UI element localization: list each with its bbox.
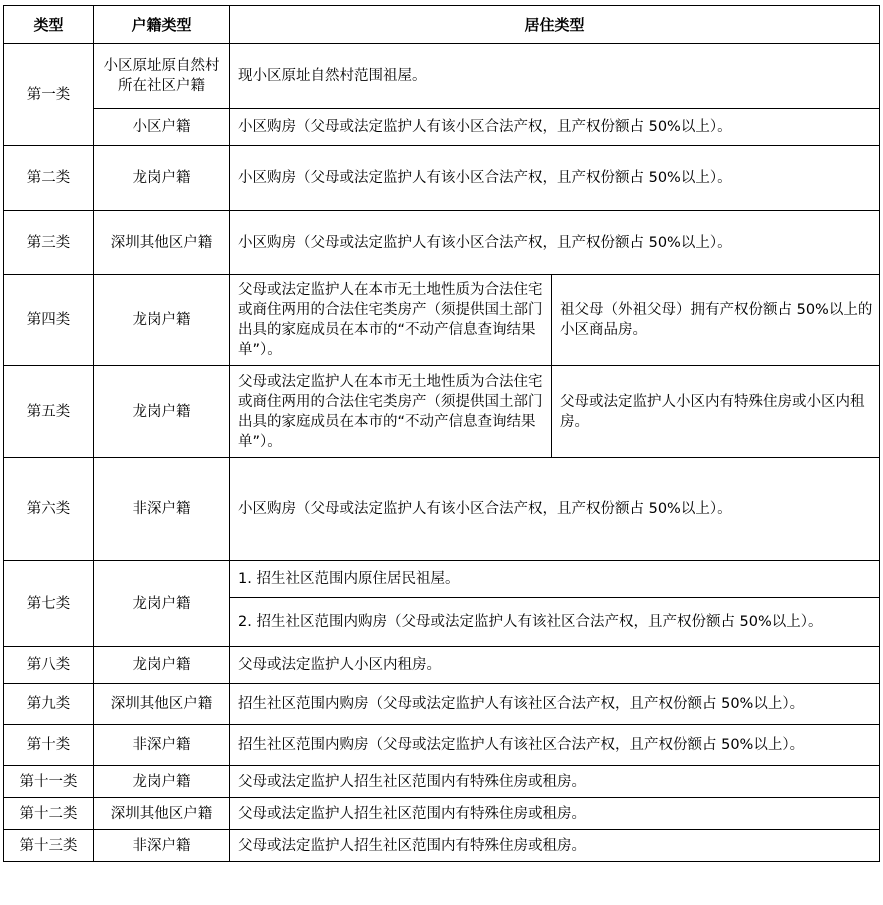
residence-type: 招生社区范围内购房（父母或法定监护人有该社区合法产权，且产权份额占 50%以上）。	[230, 725, 880, 766]
residence-type-left: 父母或法定监护人在本市无土地性质为合法住宅或商住两用的合法住宅类房产（须提供国土部门出具的家庭成员在本市的“不动产信息查询结果单”）。	[230, 275, 552, 366]
hukou-type: 非深户籍	[94, 725, 230, 766]
hukou-type: 深圳其他区户籍	[94, 211, 230, 275]
table-row	[4, 146, 880, 211]
hukou-type: 龙岗户籍	[94, 146, 230, 211]
category-type: 第六类	[4, 458, 94, 561]
residence-type-right: 父母或法定监护人小区内有特殊住房或小区内租房。	[552, 366, 880, 458]
residence-type: 1. 招生社区范围内原住居民祖屋。	[230, 561, 880, 598]
residence-type: 2. 招生社区范围内购房（父母或法定监护人有该社区合法产权，且产权份额占 50%以上）。	[230, 598, 880, 647]
residence-type: 招生社区范围内购房（父母或法定监护人有该社区合法产权，且产权份额占 50%以上）。	[230, 684, 880, 725]
category-type: 第五类	[4, 366, 94, 458]
table-row	[4, 725, 880, 766]
table-header-row	[4, 6, 880, 44]
category-type: 第十二类	[4, 798, 94, 830]
hukou-type: 龙岗户籍	[94, 647, 230, 684]
hukou-type: 深圳其他区户籍	[94, 798, 230, 830]
category-type: 第二类	[4, 146, 94, 211]
residence-category-table	[3, 5, 880, 862]
hukou-type: 小区原址原自然村所在社区户籍	[94, 44, 230, 109]
table-row	[4, 366, 880, 458]
hukou-type: 深圳其他区户籍	[94, 684, 230, 725]
hukou-type: 非深户籍	[94, 458, 230, 561]
category-type: 第七类	[4, 561, 94, 647]
category-type: 第十三类	[4, 830, 94, 862]
table-row	[4, 561, 880, 598]
residence-type: 父母或法定监护人招生社区范围内有特殊住房或租房。	[230, 766, 880, 798]
hukou-type: 龙岗户籍	[94, 561, 230, 647]
residence-type: 父母或法定监护人小区内租房。	[230, 647, 880, 684]
table-row	[4, 109, 880, 146]
residence-type: 小区购房（父母或法定监护人有该小区合法产权，且产权份额占 50%以上）。	[230, 458, 880, 561]
table-row	[4, 647, 880, 684]
table-row	[4, 766, 880, 798]
category-type: 第一类	[4, 44, 94, 146]
residence-type: 现小区原址自然村范围祖屋。	[230, 44, 880, 109]
category-type: 第九类	[4, 684, 94, 725]
residence-type: 父母或法定监护人招生社区范围内有特殊住房或租房。	[230, 798, 880, 830]
header-type: 类型	[4, 6, 94, 44]
category-type: 第十一类	[4, 766, 94, 798]
header-hukou: 户籍类型	[94, 6, 230, 44]
residence-type: 小区购房（父母或法定监护人有该小区合法产权，且产权份额占 50%以上）。	[230, 146, 880, 211]
residence-type: 小区购房（父母或法定监护人有该小区合法产权，且产权份额占 50%以上）。	[230, 109, 880, 146]
hukou-type: 龙岗户籍	[94, 275, 230, 366]
table-row	[4, 275, 880, 366]
residence-type-left: 父母或法定监护人在本市无土地性质为合法住宅或商住两用的合法住宅类房产（须提供国土部门出具的家庭成员在本市的“不动产信息查询结果单”）。	[230, 366, 552, 458]
residence-type: 父母或法定监护人招生社区范围内有特殊住房或租房。	[230, 830, 880, 862]
residence-type-right: 祖父母（外祖父母）拥有产权份额占 50%以上的小区商品房。	[552, 275, 880, 366]
hukou-type: 龙岗户籍	[94, 766, 230, 798]
hukou-type: 龙岗户籍	[94, 366, 230, 458]
table-row	[4, 458, 880, 561]
category-type: 第三类	[4, 211, 94, 275]
table-row	[4, 830, 880, 862]
header-residence: 居住类型	[230, 6, 880, 44]
residence-category-table-wrapper	[3, 5, 879, 899]
table-row	[4, 44, 880, 109]
table-row	[4, 211, 880, 275]
category-type: 第八类	[4, 647, 94, 684]
hukou-type: 非深户籍	[94, 830, 230, 862]
table-row	[4, 798, 880, 830]
category-type: 第四类	[4, 275, 94, 366]
hukou-type: 小区户籍	[94, 109, 230, 146]
table-row	[4, 684, 880, 725]
residence-type: 小区购房（父母或法定监护人有该小区合法产权，且产权份额占 50%以上）。	[230, 211, 880, 275]
category-type: 第十类	[4, 725, 94, 766]
